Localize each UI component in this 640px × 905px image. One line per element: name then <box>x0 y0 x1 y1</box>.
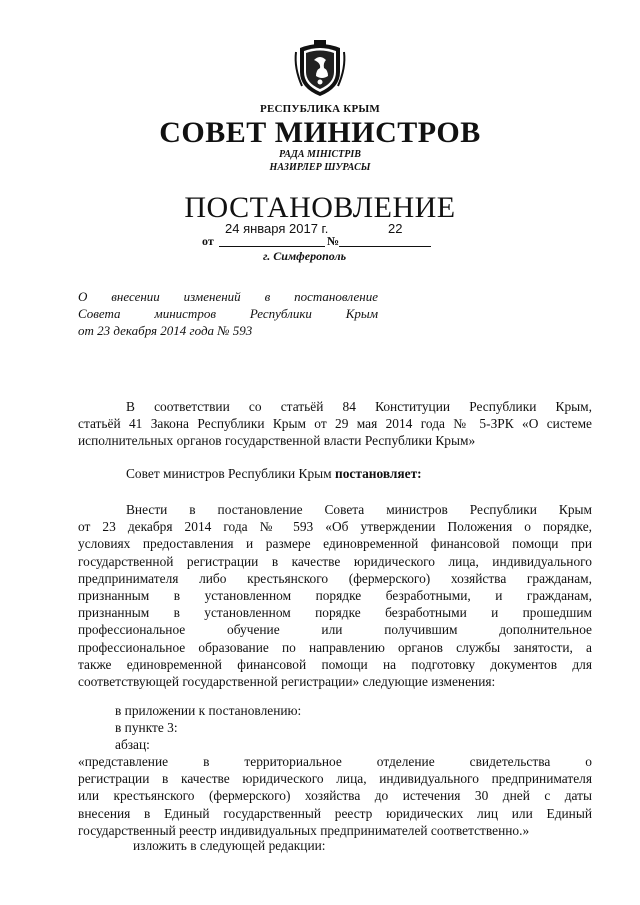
city-name: г. Симферополь <box>263 249 347 263</box>
number-underline <box>339 246 431 247</box>
main-paragraph <box>78 501 592 690</box>
decree-subject <box>78 288 378 339</box>
preamble-line: исполнительных органов государственной власти Республики Крым» <box>78 433 476 449</box>
document-type-title: ПОСТАНОВЛЕНИЕ <box>184 191 456 224</box>
main-line: профессиональное обучение или получившим дополнительное <box>78 622 592 638</box>
quote-line: внесения в Единый государственный реестр юридических лиц или Единый <box>78 805 592 821</box>
resolves-bold: постановляет: <box>334 466 422 481</box>
resolves-paragraph <box>78 465 592 482</box>
date-label: от <box>202 234 214 248</box>
main-line: признанным в установленном порядке безработными и прошедшим <box>78 605 592 621</box>
subject-line: от 23 декабря 2014 года № 593 <box>78 323 253 338</box>
main-line: соответствующей государственной регистрации» следующие изменения: <box>78 674 496 690</box>
republic-name: РЕСПУБЛИКА КРЫМ <box>260 103 380 115</box>
main-line: от 23 декабря 2014 года № 593 «Об утверждении Положения о порядке, <box>78 519 592 535</box>
quote-line: «представление в территориальное отделение свидетельства о <box>78 754 592 769</box>
sub-item: абзац: <box>115 737 150 752</box>
number-label: № <box>327 234 340 248</box>
date-underline <box>219 246 325 247</box>
sub-item: в приложении к постановлению: <box>115 703 302 718</box>
preamble-line: статьёй 41 Закона Республики Крым от 29 мая 2014 года № 5-ЗРК «О системе <box>78 416 592 432</box>
main-line: государственной регистрации в качестве юридического лица, индивидуального <box>78 553 592 569</box>
main-line: профессиональное образование по направлению органов службы занятости, а <box>78 639 592 655</box>
main-line: Внести в постановление Совета министров Республики Крым <box>126 502 592 517</box>
council-name-crimean-tatar: НАЗИРЛЕР ШУРАСЫ <box>269 162 371 173</box>
resolves-line <box>78 465 592 482</box>
quote-line: регистрации в качестве юридического лица, индивидуального предпринимателя <box>78 771 592 787</box>
main-line: признанным в установленном порядке безработными, и гражданам, <box>78 588 592 604</box>
resolves-text: Совет министров Республики Крым <box>126 466 335 481</box>
quote-line: государственный реестр индивидуальных предпринимателей соответственно.» <box>78 822 530 838</box>
sub-item: в пункте 3: <box>115 720 178 735</box>
main-line: также единовременной финансовой помощи на подготовку документов для <box>78 656 592 672</box>
subject-line: О внесении изменений в постановление <box>78 289 378 304</box>
council-name-ukrainian: РАДА МІНІСТРІВ <box>279 149 361 160</box>
crimea-coat-of-arms-icon <box>292 38 348 100</box>
decree-date: 24 января 2017 г. <box>225 221 329 236</box>
preamble-paragraph <box>78 398 592 450</box>
quoted-paragraph <box>78 753 592 839</box>
quote-line: или крестьянского (фермерского) хозяйства до истечения 30 дней с даты <box>78 788 592 804</box>
subject-line: Совета министров Республики Крым <box>78 306 378 321</box>
decree-number: 22 <box>388 221 403 236</box>
main-line: предпринимателя либо крестьянского (фермерского) хозяйства гражданам, <box>78 570 592 586</box>
council-name: СОВЕТ МИНИСТРОВ <box>159 116 481 149</box>
main-line: условиях предоставления и размере единовременной финансовой помощи при <box>78 536 592 552</box>
after-quote-line: изложить в следующей редакции: <box>133 838 326 853</box>
preamble-line: В соответствии со статьёй 84 Конституции Республики Крым, <box>126 399 592 414</box>
